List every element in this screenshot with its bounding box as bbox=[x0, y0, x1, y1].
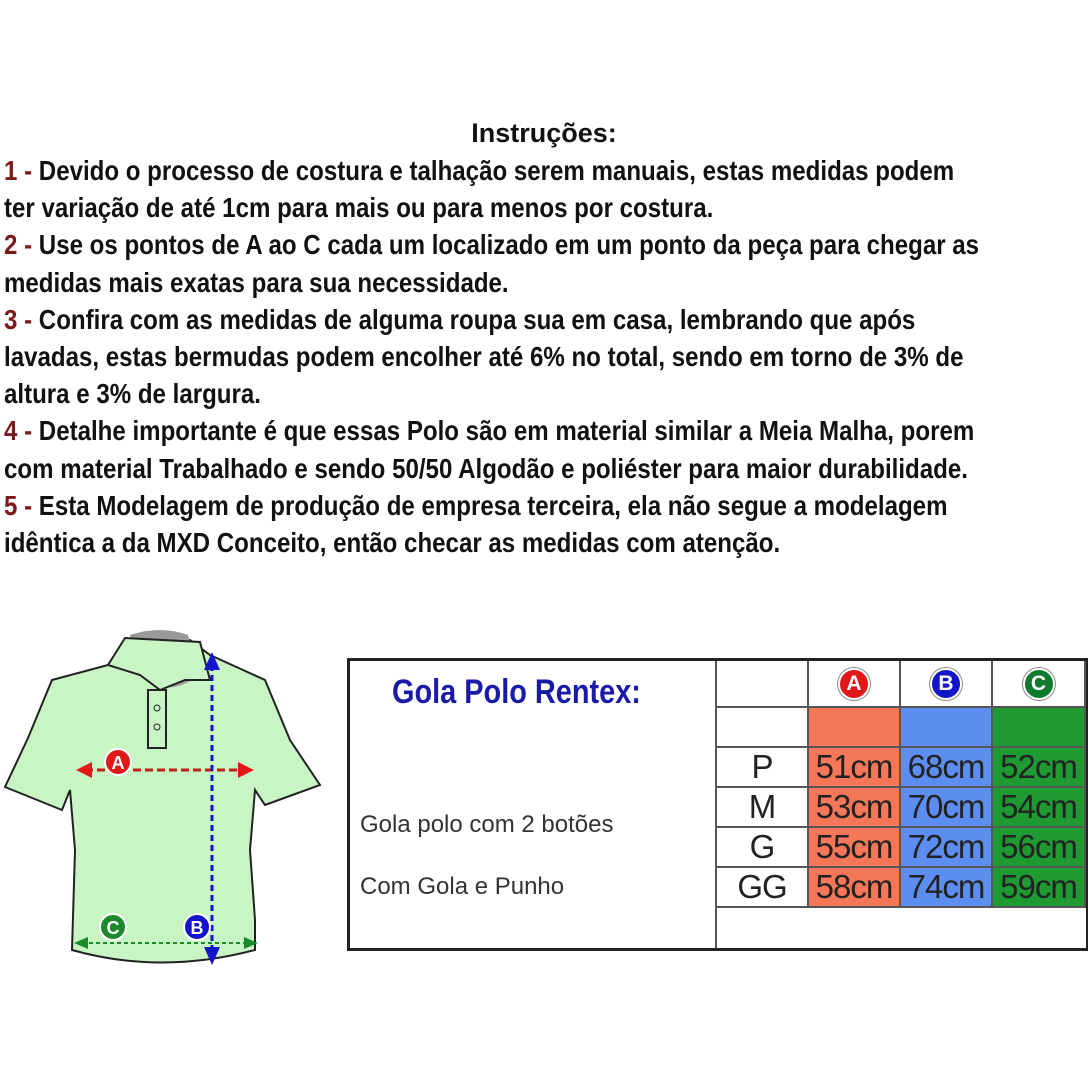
instruction-line bbox=[4, 453, 968, 485]
instruction-number: 2 - bbox=[4, 229, 33, 261]
svg-text:A: A bbox=[111, 753, 125, 773]
color-swatch-b bbox=[901, 708, 993, 748]
instruction-text: lavadas, estas bermudas podem encolher até 6% no total, sendo em torno de 3% de bbox=[4, 341, 964, 372]
color-swatch-c bbox=[993, 708, 1086, 748]
badge-a-icon: A bbox=[838, 668, 870, 700]
column-header-a bbox=[809, 661, 901, 708]
instruction-line bbox=[4, 155, 954, 187]
instruction-line bbox=[4, 229, 979, 261]
instruction-line bbox=[4, 378, 261, 410]
table-title: Gola Polo Rentex: bbox=[392, 673, 641, 711]
size-label: M bbox=[717, 788, 809, 828]
header-empty-cell bbox=[717, 661, 809, 708]
measurement-cell: 72cm bbox=[901, 828, 993, 868]
instruction-line bbox=[4, 192, 713, 224]
size-label: GG bbox=[717, 868, 809, 908]
size-label: P bbox=[717, 748, 809, 788]
header-empty-cell bbox=[717, 708, 809, 748]
badge-c-icon: C bbox=[1023, 668, 1055, 700]
instruction-line bbox=[4, 415, 974, 447]
instruction-number: 4 - bbox=[4, 415, 33, 447]
measurement-cell: 70cm bbox=[901, 788, 993, 828]
instruction-text: com material Trabalhado e sendo 50/50 Algodão e poliéster para maior durabilidade. bbox=[4, 452, 968, 484]
instruction-text: medidas mais exatas para sua necessidade. bbox=[4, 266, 509, 298]
column-header-b bbox=[901, 661, 993, 708]
instruction-line bbox=[4, 490, 947, 522]
instruction-line bbox=[4, 341, 963, 373]
color-swatch-a bbox=[809, 708, 901, 748]
measurement-cell: 52cm bbox=[993, 748, 1086, 788]
instruction-number: 3 - bbox=[4, 303, 33, 335]
size-label: G bbox=[717, 828, 809, 868]
svg-text:B: B bbox=[190, 918, 204, 938]
instruction-text: Use os pontos de A ao C cada um localizado em um ponto da peça para chegar as bbox=[32, 229, 980, 261]
size-table bbox=[347, 658, 1088, 951]
instruction-text: Devido o processo de costura e talhação serem manuais, estas medidas podem bbox=[32, 155, 955, 186]
instruction-text: idêntica a da MXD Conceito, então checar as medidas com atenção. bbox=[4, 527, 781, 558]
description-collar: Com Gola e Punho bbox=[360, 873, 565, 900]
measurement-cell: 68cm bbox=[901, 748, 993, 788]
column-header-c bbox=[993, 661, 1086, 708]
instructions-title: Instruções: bbox=[471, 118, 617, 148]
instruction-text: Confira com as medidas de alguma roupa sua em casa, lembrando que após bbox=[32, 303, 916, 335]
svg-text:C: C bbox=[106, 918, 120, 938]
measurement-cell: 59cm bbox=[993, 868, 1086, 908]
instruction-text: ter variação de até 1cm para mais ou para menos por costura. bbox=[4, 192, 714, 224]
polo-shirt-diagram bbox=[0, 620, 340, 980]
instruction-text: Esta Modelagem de produção de empresa terceira, ela não segue a modelagem bbox=[32, 489, 948, 521]
measurement-cell: 51cm bbox=[809, 748, 901, 788]
measurement-cell: 74cm bbox=[901, 868, 993, 908]
instruction-line bbox=[4, 527, 780, 559]
measurement-cell: 58cm bbox=[809, 868, 901, 908]
badge-a bbox=[105, 749, 131, 775]
instruction-number: 1 - bbox=[4, 155, 33, 186]
measurement-cell: 53cm bbox=[809, 788, 901, 828]
instruction-number: 5 - bbox=[4, 489, 33, 521]
badge-b bbox=[184, 914, 210, 940]
badge-c bbox=[100, 914, 126, 940]
measurement-cell: 56cm bbox=[993, 828, 1086, 868]
measurement-cell: 54cm bbox=[993, 788, 1086, 828]
instruction-line bbox=[4, 304, 915, 336]
measurement-cell: 55cm bbox=[809, 828, 901, 868]
badge-b-icon: B bbox=[930, 668, 962, 700]
description-buttons: Gola polo com 2 botões bbox=[360, 811, 614, 838]
instruction-text: altura e 3% de largura. bbox=[4, 378, 261, 410]
instruction-line bbox=[4, 267, 509, 299]
instruction-text: Detalhe importante é que essas Polo são em material similar a Meia Malha, porem bbox=[32, 415, 975, 447]
